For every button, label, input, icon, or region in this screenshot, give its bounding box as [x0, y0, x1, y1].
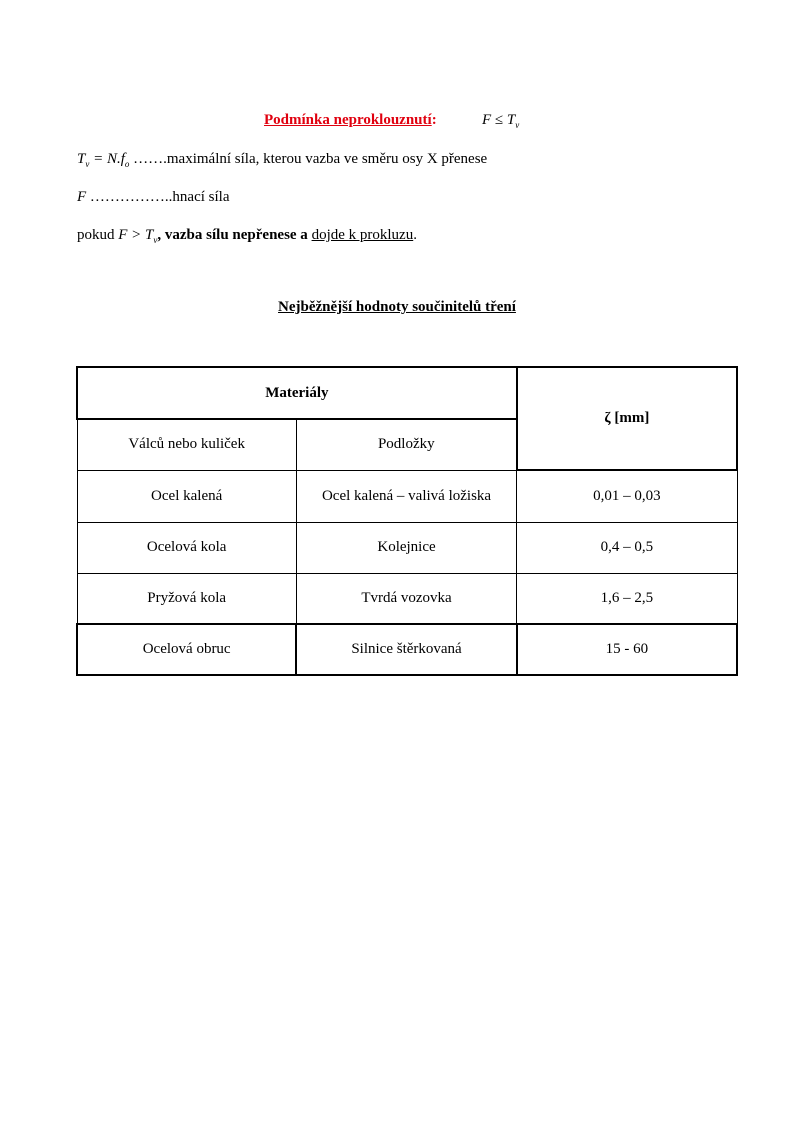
def1-formula: = N.f	[89, 151, 125, 167]
cell-c: 0,01 – 0,03	[517, 470, 737, 522]
def2-text: hnací síla	[172, 189, 230, 205]
slip-underlined: dojde k prokluzu	[311, 227, 414, 243]
header-col2: Podložky	[296, 419, 516, 470]
cell-a: Ocelová kola	[77, 522, 296, 573]
cell-a: Ocelová obruc	[77, 624, 296, 675]
condition-formula	[482, 110, 519, 131]
condition-formula-main: F ≤ T	[482, 112, 516, 128]
def2-dots: ……………..	[86, 189, 173, 205]
cell-c: 0,4 – 0,5	[517, 522, 737, 573]
friction-table	[76, 366, 738, 676]
slip-prefix: pokud	[77, 227, 119, 243]
cell-b: Tvrdá vozovka	[296, 573, 516, 624]
def1-symbol-sub: v	[85, 159, 90, 169]
table-row	[77, 573, 737, 624]
def1-dots: …….	[129, 151, 167, 167]
def1-symbol: T	[77, 151, 86, 167]
def1-text: maximální síla, kterou vazba ve směru osy X přenese	[166, 151, 488, 167]
definition-f	[77, 187, 230, 207]
slip-sentence	[77, 225, 417, 246]
slip-end: .	[413, 227, 417, 243]
header-materials: Materiály	[77, 367, 517, 419]
def1-formula-sub: o	[124, 159, 130, 169]
def2-symbol: F	[77, 189, 87, 205]
header-zeta: ζ [mm]	[517, 367, 737, 470]
condition-heading	[264, 110, 437, 130]
cell-a: Ocel kalená	[77, 470, 296, 522]
header-col1: Válců nebo kuliček	[77, 419, 296, 470]
cell-a: Pryžová kola	[77, 573, 296, 624]
table-row	[77, 522, 737, 573]
slip-formula-sub: v	[153, 235, 158, 245]
table-row	[77, 470, 737, 522]
table-row	[77, 624, 737, 675]
cell-b: Ocel kalená – valivá ložiska	[296, 470, 516, 522]
slip-formula: F > T	[118, 227, 154, 243]
condition-title: Podmínka neproklouznutí	[264, 112, 432, 128]
table-title: Nejběžnější hodnoty součinitelů tření	[278, 299, 516, 315]
condition-colon: :	[431, 112, 437, 128]
slip-middle: , vazba sílu nepřenese a	[157, 227, 312, 243]
cell-b: Silnice štěrkovaná	[296, 624, 516, 675]
cell-b: Kolejnice	[296, 522, 516, 573]
definition-tv	[77, 149, 487, 170]
cell-c: 15 - 60	[517, 624, 737, 675]
condition-formula-sub: v	[515, 120, 520, 130]
cell-c: 1,6 – 2,5	[517, 573, 737, 624]
